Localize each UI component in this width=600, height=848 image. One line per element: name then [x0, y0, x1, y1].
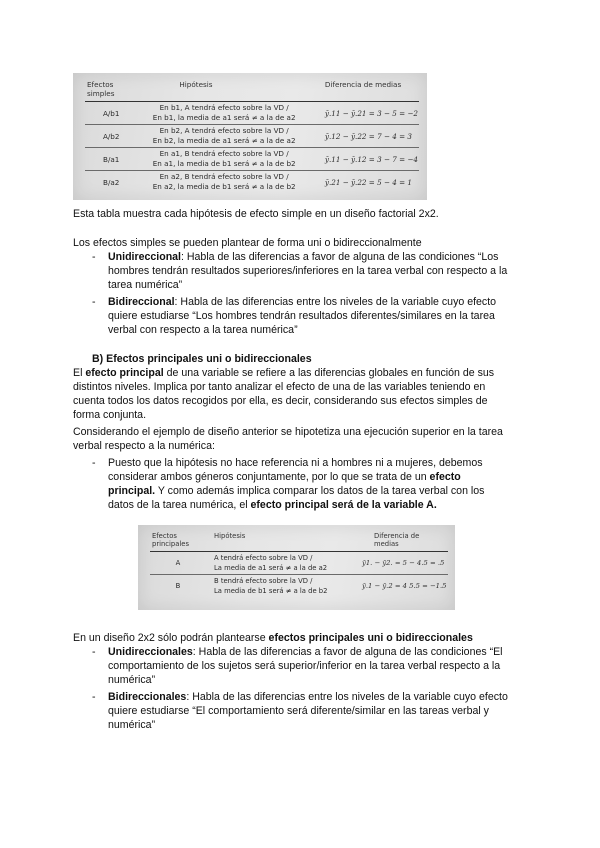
bullet-text-line: hombres tendrán resultados superiores/inferiores en la tarea verbal con respecto a la: [108, 265, 508, 277]
mean-difference: ȳ.11 − ȳ.21 = 3 − 5 = −2: [311, 102, 419, 125]
hypothesis-line: En a2, la media de b1 será ≠ a la de b2: [152, 182, 296, 192]
mean-difference: ȳ1. − ȳ2. = 5 − 4.5 = .5: [346, 552, 448, 575]
hypothesis-line: A tendrá efecto sobre la VD /: [214, 554, 313, 562]
paragraph-line: distintos niveles. Implica por tanto analizar el efecto de una de las variables teniendo en: [73, 381, 486, 393]
header-hypothesis: Hipótesis: [137, 79, 311, 102]
simple-effects-table: [85, 79, 419, 194]
header-mean-difference: Diferencia de medias: [311, 79, 419, 102]
hypothesis-line: En b1, A tendrá efecto sobre la VD /: [159, 103, 289, 112]
table-row: [150, 575, 448, 598]
bullet-text-line: tarea numérica”: [108, 279, 183, 291]
hypothesis-line: La media de b1 será ≠ a la de b2: [214, 587, 328, 596]
bullet-text-line: Puesto que la hipótesis no hace referencia ni a hombres ni a mujeres, debemos: [108, 457, 483, 469]
bullet-dash: -: [92, 296, 96, 308]
bullet-unidireccionales: Unidireccionales: Habla de las diferencias a favor de alguna de las condiciones “El: [108, 646, 503, 658]
header-effects: Efectos simples: [85, 79, 137, 102]
bullet-dash: -: [92, 251, 96, 263]
section-b-heading: B) Efectos principales uni o bidireccionales: [92, 353, 312, 365]
hypothesis-line: En a2, B tendrá efecto sobre la VD /: [159, 172, 289, 182]
paragraph-line: forma conjunta.: [73, 409, 147, 421]
header-effects: Efectos principales: [150, 531, 206, 552]
table-caption: Esta tabla muestra cada hipótesis de efecto simple en un diseño factorial 2x2.: [73, 208, 439, 220]
bullet-text-line: numérica”: [108, 719, 156, 731]
table-row: [85, 171, 419, 194]
term-efecto-principal: efecto principal: [85, 367, 164, 379]
header-mean-difference: Diferencia de medias: [346, 531, 448, 552]
term-bidireccional: Bidireccional: [108, 296, 175, 308]
simple-effects-table-photo: [73, 73, 427, 200]
effect-label: B/a1: [85, 148, 137, 171]
mean-difference: ȳ.1 − ȳ.2 = 4 5.5 = −1.5: [362, 582, 447, 591]
bullet-unidireccional: Unidireccional: Habla de las diferencias a favor de alguna de las condiciones “Los: [108, 251, 499, 263]
hypothesis-line: La media de a1 será ≠ a la de a2: [214, 564, 328, 572]
bullet-text-line: considerar ambos géneros conjuntamente, por lo que se trata de un efecto: [108, 471, 461, 483]
simple-effects-intro: Los efectos simples se pueden plantear de forma uni o bidireccionalmente: [73, 237, 422, 249]
final-intro: En un diseño 2x2 sólo podrán plantearse efectos principales uni o bidireccionales: [73, 632, 473, 644]
table-row: [150, 552, 448, 575]
bullet-text-line: numérica”: [108, 674, 156, 686]
main-effects-table-photo: [138, 525, 455, 610]
hypothesis-line: En a1, la media de b1 será ≠ a la de b2: [152, 159, 296, 168]
header-hypothesis: Hipótesis: [206, 531, 346, 552]
paragraph-line: Considerando el ejemplo de diseño anterior se hipotetiza una ejecución superior en la tarea: [73, 426, 503, 438]
effect-label: B/a2: [103, 177, 120, 187]
table-row: [85, 125, 419, 148]
effect-label: B: [175, 582, 181, 591]
paragraph-line: cuenta todos los datos recogidos por ella, es decir, considerando sus efectos simples de: [73, 395, 488, 407]
hypothesis-line: En a1, B tendrá efecto sobre la VD /: [159, 149, 289, 158]
term-bidireccionales: Bidireccionales: [108, 691, 187, 703]
effect-label: A/b2: [85, 125, 137, 148]
term-unidireccionales: Unidireccionales: [108, 646, 193, 658]
mean-difference: ȳ.21 − ȳ.22 = 5 − 4 = 1: [324, 177, 412, 187]
bullet-dash: -: [92, 646, 96, 658]
bullet-text-line: verbal con respecto a la tarea numérica”: [108, 324, 298, 336]
table-row: [85, 102, 419, 125]
effect-label: A/b1: [85, 102, 137, 125]
bullet-dash: -: [92, 691, 96, 703]
table-row: [85, 148, 419, 171]
bullet-text-line: principal. Y como además implica comparar los datos de la tarea verbal con los: [108, 485, 485, 497]
effect-label: A: [150, 552, 206, 575]
bullet-bidireccionales: Bidireccionales: Habla de las diferencias entre los niveles de la variable cuyo efecto: [108, 691, 508, 703]
mean-difference: ȳ.12 − ȳ.22 = 7 − 4 = 3: [311, 125, 419, 148]
bullet-text-line: quiere estudiarse “El comportamiento será diferente/similar en las tareas verbal y: [108, 705, 489, 717]
hypothesis-line: En b1, la media de a1 será ≠ a la de a2: [152, 113, 296, 122]
bullet-text-line: comportamiento de los sujetos será superior/inferior en la tarea verbal respecto a la: [108, 660, 501, 672]
hypothesis-line: En b2, la media de a1 será ≠ a la de a2: [152, 136, 296, 145]
bullet-dash: -: [92, 457, 96, 469]
paragraph-line: verbal respecto a la numérica:: [73, 440, 215, 452]
main-effect-definition: El efecto principal de una variable se refiere a las diferencias globales en función de sus: [73, 367, 495, 379]
hypothesis-line: En b2, A tendrá efecto sobre la VD /: [159, 126, 289, 135]
hypothesis-line: B tendrá efecto sobre la VD /: [214, 577, 313, 586]
bullet-bidireccional: Bidireccional: Habla de las diferencias entre los niveles de la variable cuyo efecto: [108, 296, 497, 308]
term-unidireccional: Unidireccional: [108, 251, 181, 263]
bullet-text-line: datos de la tarea numérica, el efecto principal será de la variable A.: [108, 499, 437, 511]
bullet-text-line: quiere estudiarse “Los hombres tendrán resultados diferentes/similares en la tarea: [108, 310, 495, 322]
mean-difference: ȳ.11 − ȳ.12 = 3 − 7 = −4: [311, 148, 419, 171]
main-effects-table: [150, 531, 448, 598]
